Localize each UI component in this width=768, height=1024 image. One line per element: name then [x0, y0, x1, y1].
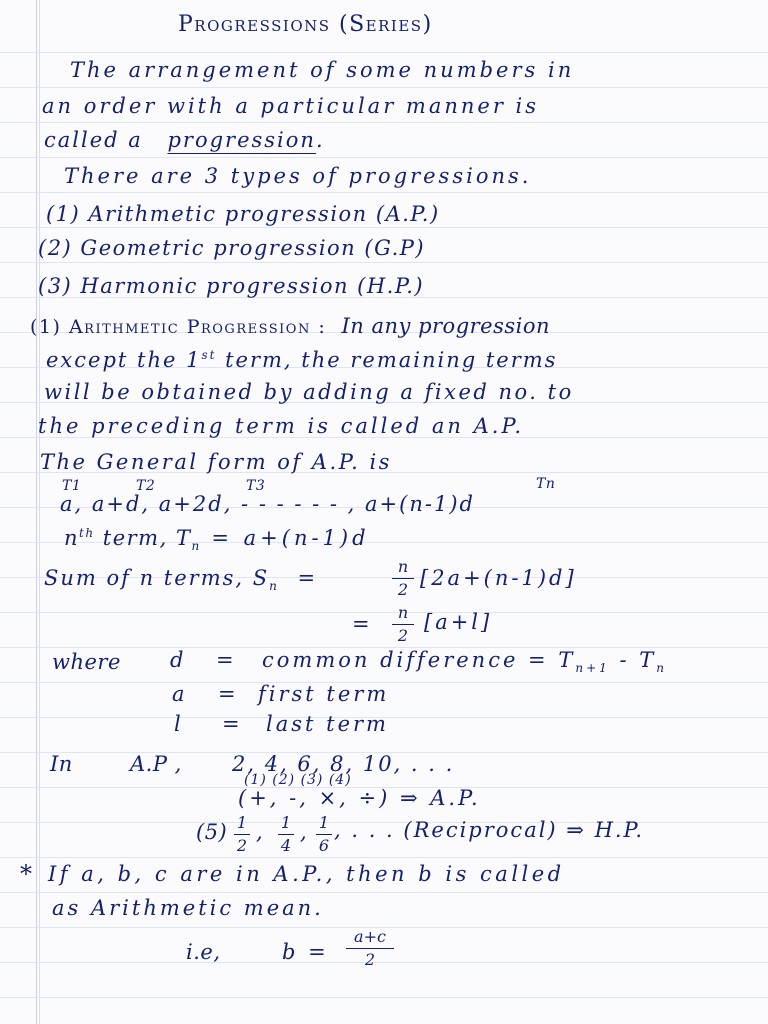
intro-line-4: There are 3 types of progressions.	[64, 164, 532, 188]
recip-num-1: 1	[236, 813, 248, 832]
def-d-equals: =	[216, 648, 235, 672]
where-label: where	[52, 650, 121, 674]
nth-term-label: term, T	[94, 526, 192, 550]
margin-line	[36, 0, 37, 1024]
example-in: In	[50, 752, 73, 776]
frac-num: n	[397, 557, 409, 576]
sum-sub: n	[269, 579, 279, 594]
term-label-tn: Tn	[536, 476, 556, 492]
recip-den-1: 2	[236, 836, 248, 855]
def-d-tail: - T	[609, 648, 657, 672]
ap-heading-line	[30, 314, 550, 338]
intro-line-2: an order with a particular manner is	[42, 94, 540, 118]
page-title: Progressions (Series)	[178, 12, 433, 37]
ruled-line	[0, 857, 768, 858]
term-label-t2: T2	[136, 478, 156, 494]
example-ops-numbers: (1) (2) (3) (4)	[244, 772, 352, 788]
ap-heading: (1) Arithmetic Progression :	[30, 316, 327, 338]
recip-frac-3	[316, 814, 332, 855]
def-a-equals: =	[218, 682, 237, 706]
recip-frac-1	[234, 814, 250, 855]
ruled-line	[0, 157, 768, 158]
sum-fraction-1	[392, 558, 414, 599]
ap-def-1: In any progression	[341, 314, 551, 338]
def-a-symbol: a	[172, 682, 186, 706]
ruled-line	[0, 612, 768, 613]
nth-rhs: = a+(n-1)d	[200, 526, 370, 550]
recip-den-2: 4	[280, 836, 292, 855]
def-d-sub: n+1	[575, 661, 610, 676]
ruled-line	[0, 192, 768, 193]
ruled-line	[0, 997, 768, 998]
mean-num: a+c	[354, 927, 386, 946]
ap-def-2-sup: st	[201, 348, 217, 362]
recip-tail: , . . . (Reciprocal) ⇒ H.P.	[334, 818, 645, 842]
recip-frac-2	[278, 814, 294, 855]
mean-line-2: as Arithmetic mean.	[52, 896, 324, 920]
term-label-t3: T3	[246, 478, 266, 494]
intro-called: called a	[44, 128, 143, 152]
def-d-main: common difference = T	[262, 648, 576, 672]
recip-label: (5)	[196, 820, 228, 844]
ruled-line	[0, 262, 768, 263]
intro-line-1: The arrangement of some numbers in	[70, 58, 575, 82]
frac-den: 2	[397, 580, 409, 599]
frac-den-2: 2	[397, 626, 409, 645]
def-a-text: first term	[258, 682, 390, 706]
type-gp: (2) Geometric progression (G.P)	[38, 236, 426, 260]
general-form-label: The General form of A.P. is	[40, 450, 392, 474]
def-l-symbol: l	[174, 712, 182, 736]
nth-sub: n	[191, 539, 201, 554]
def-l-equals: =	[222, 712, 241, 736]
mean-den: 2	[364, 950, 376, 969]
general-series: a, a+d, a+2d, - - - - - - , a+(n-1)d	[60, 492, 475, 516]
nth-n: n	[64, 526, 80, 550]
ruled-line	[0, 892, 768, 893]
example-ops: (+, -, ×, ÷) ⇒ A.P.	[238, 786, 481, 810]
def-d-sub2: n	[656, 661, 667, 676]
margin-line-inner	[39, 0, 40, 1024]
mean-line-1: If a, b, c are in A.P., then b is called	[48, 862, 565, 886]
nth-sup: th	[79, 526, 95, 540]
ap-def-2b: term, the remaining terms	[216, 348, 558, 372]
mean-fraction	[346, 928, 394, 969]
nth-term-formula	[64, 526, 370, 553]
recip-den-3: 6	[318, 836, 330, 855]
recip-comma-2: ,	[300, 820, 308, 844]
mean-b-equals: b =	[282, 940, 329, 964]
mean-ie: i.e,	[186, 940, 221, 964]
recip-num-3: 1	[318, 813, 330, 832]
sum-formula-label	[44, 566, 317, 593]
frac-num-2: n	[397, 603, 409, 622]
ap-def-2	[46, 348, 557, 372]
sum-equals: =	[297, 566, 318, 590]
intro-line-3	[44, 128, 325, 152]
term-label-t1: T1	[62, 478, 82, 494]
example-sequence: 2, 4, 6, 8, 10, . . .	[232, 752, 455, 776]
progression-term: progression	[167, 128, 316, 152]
sum-equals-2: =	[352, 612, 371, 636]
ruled-line	[0, 227, 768, 228]
type-hp: (3) Harmonic progression (H.P.)	[38, 274, 425, 298]
recip-num-2: 1	[280, 813, 292, 832]
ruled-line	[0, 122, 768, 123]
ruled-line	[0, 52, 768, 53]
ap-def-3: will be obtained by adding a fixed no. to	[44, 380, 574, 404]
sum-rhs-2: [a+l]	[424, 610, 493, 634]
sum-rhs-1: [2a+(n-1)d]	[420, 566, 577, 590]
ap-def-4: the preceding term is called an A.P.	[38, 414, 524, 438]
recip-comma-1: ,	[256, 820, 264, 844]
example-ap-label: A.P ,	[130, 752, 182, 776]
type-ap: (1) Arithmetic progression (A.P.)	[46, 202, 440, 226]
def-l-text: last term	[266, 712, 389, 736]
def-d-symbol: d	[170, 648, 184, 672]
ruled-line	[0, 87, 768, 88]
ap-def-2a: except the 1	[46, 348, 202, 372]
def-d-text	[262, 648, 667, 675]
sum-fraction-2	[392, 604, 414, 645]
sum-label: Sum of n terms, S	[44, 566, 270, 590]
intro-period: .	[315, 128, 325, 152]
star-bullet: *	[20, 860, 33, 888]
